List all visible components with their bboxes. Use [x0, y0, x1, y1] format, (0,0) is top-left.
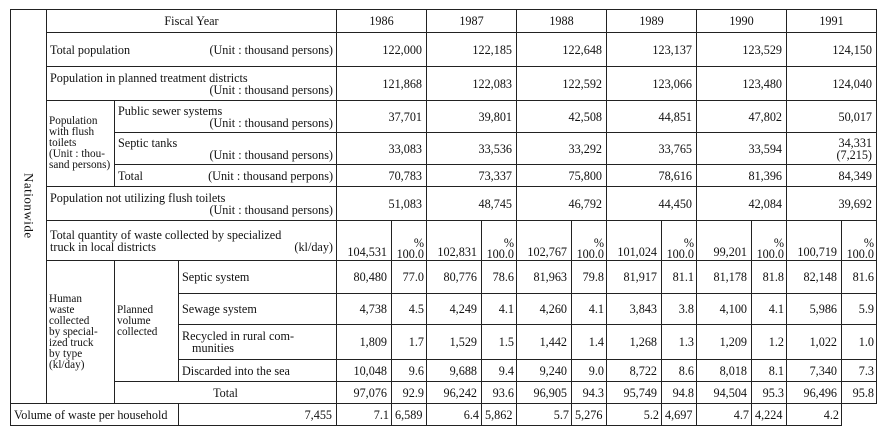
value-cell: 6,589 [392, 404, 427, 426]
percent-cell: 4.2 [787, 404, 842, 426]
value-cell: 7,340 [787, 360, 842, 382]
value-cell: 33,594 [697, 133, 787, 165]
row-label: Recycled in rural com- munities [179, 325, 337, 360]
value-cell: 39,692 [787, 187, 877, 221]
percent-cell: 7.1 [337, 404, 392, 426]
percent-cell: % 100.0 [392, 221, 427, 261]
percent-cell: % 100.0 [752, 221, 787, 261]
percent-cell: 4.1 [572, 294, 607, 325]
percent-cell: 1.0 [842, 325, 877, 360]
value-cell: 102,767 [517, 221, 572, 261]
value-cell: 4,249 [427, 294, 482, 325]
planned-volume-group-label: Planned volume collected [115, 261, 179, 382]
percent-cell: 94.8 [662, 382, 697, 404]
percent-cell: 5.2 [607, 404, 662, 426]
percent-cell: 9.4 [482, 360, 517, 382]
percent-cell: 4.5 [392, 294, 427, 325]
year-header: 1991 [787, 10, 877, 33]
value-cell: 95,749 [607, 382, 662, 404]
value-cell: 122,083 [427, 67, 517, 101]
percent-cell: 1.5 [482, 325, 517, 360]
percent-cell: 4.7 [697, 404, 752, 426]
percent-cell: 1.4 [572, 325, 607, 360]
value-cell: 99,201 [697, 221, 752, 261]
value-cell: 44,450 [607, 187, 697, 221]
value-cell: 94,504 [697, 382, 752, 404]
row-label: Total quantity of waste collected by specialized truck in local districts (kl/day) [47, 221, 337, 261]
value-cell: 122,185 [427, 33, 517, 67]
year-header: 1988 [517, 10, 607, 33]
value-cell: 39,801 [427, 101, 517, 133]
value-cell: 8,018 [697, 360, 752, 382]
value-cell: 34,331 (7,215) [787, 133, 877, 165]
percent-cell: 8.6 [662, 360, 697, 382]
percent-cell: 79.8 [572, 261, 607, 294]
percent-cell: 1.2 [752, 325, 787, 360]
value-cell: 84,349 [787, 165, 877, 187]
value-cell: 124,150 [787, 33, 877, 67]
value-cell: 4,100 [697, 294, 752, 325]
value-cell: 4,697 [662, 404, 697, 426]
value-cell: 96,242 [427, 382, 482, 404]
value-cell: 10,048 [337, 360, 392, 382]
value-cell: 4,738 [337, 294, 392, 325]
value-cell: 102,831 [427, 221, 482, 261]
row-label: Sewage system [179, 294, 337, 325]
percent-cell: 5.7 [517, 404, 572, 426]
percent-cell: 94.3 [572, 382, 607, 404]
percent-cell: 95.8 [842, 382, 877, 404]
waste-total-row [11, 382, 877, 404]
value-cell: 47,802 [697, 101, 787, 133]
percent-cell: 93.6 [482, 382, 517, 404]
value-cell: 4,224 [752, 404, 787, 426]
percent-cell: 7.3 [842, 360, 877, 382]
value-cell: 33,292 [517, 133, 607, 165]
value-cell: 33,083 [337, 133, 427, 165]
planned-population-row [11, 67, 877, 101]
row-label: Public sewer systems (Unit : thousand persons) [115, 101, 337, 133]
value-cell: 5,276 [572, 404, 607, 426]
value-cell: 46,792 [517, 187, 607, 221]
waste-statistics-table [10, 9, 877, 426]
value-cell: 123,529 [697, 33, 787, 67]
value-cell: 42,508 [517, 101, 607, 133]
value-cell: 33,765 [607, 133, 697, 165]
value-cell: 9,240 [517, 360, 572, 382]
value-cell: 51,083 [337, 187, 427, 221]
value-cell: 4,260 [517, 294, 572, 325]
percent-cell: 95.3 [752, 382, 787, 404]
value-cell: 96,905 [517, 382, 572, 404]
value-cell: 70,783 [337, 165, 427, 187]
row-label: Volume of waste per household [11, 404, 179, 426]
percent-cell: 77.0 [392, 261, 427, 294]
value-cell: 1,268 [607, 325, 662, 360]
septic-system-row [11, 261, 877, 294]
value-cell: 81,396 [697, 165, 787, 187]
percent-cell: 4.1 [752, 294, 787, 325]
percent-cell: 78.6 [482, 261, 517, 294]
percent-cell: 81.1 [662, 261, 697, 294]
value-cell: 37,701 [337, 101, 427, 133]
year-header: 1990 [697, 10, 787, 33]
not-flush-row [11, 187, 877, 221]
row-label: Total [115, 382, 337, 404]
value-cell: 101,024 [607, 221, 662, 261]
value-cell: 78,616 [607, 165, 697, 187]
value-cell: 48,745 [427, 187, 517, 221]
value-cell: 123,066 [607, 67, 697, 101]
percent-cell: 81.6 [842, 261, 877, 294]
septic-tanks-row [11, 133, 877, 165]
percent-cell: 9.0 [572, 360, 607, 382]
percent-cell: % 100.0 [662, 221, 697, 261]
percent-cell: 9.6 [392, 360, 427, 382]
value-cell: 7,455 [179, 404, 337, 426]
flush-toilets-group-label: Population with flush toilets (Unit : thou- sand persons) [47, 101, 115, 187]
value-cell: 122,648 [517, 33, 607, 67]
value-cell: 5,986 [787, 294, 842, 325]
value-cell: 100,719 [787, 221, 842, 261]
nationwide-side-label: Nationwide [11, 10, 47, 404]
value-cell: 82,148 [787, 261, 842, 294]
value-cell: 73,337 [427, 165, 517, 187]
value-cell: 33,536 [427, 133, 517, 165]
value-cell: 1,442 [517, 325, 572, 360]
value-cell: 121,868 [337, 67, 427, 101]
percent-cell: % 100.0 [572, 221, 607, 261]
row-label: Total population (Unit : thousand persons) [47, 33, 337, 67]
value-cell: 124,040 [787, 67, 877, 101]
value-cell: 3,843 [607, 294, 662, 325]
row-label: Population in planned treatment districts (Unit : thousand persons) [47, 67, 337, 101]
value-cell: 97,076 [337, 382, 392, 404]
value-cell: 122,592 [517, 67, 607, 101]
value-cell: 81,178 [697, 261, 752, 294]
percent-cell: 4.1 [482, 294, 517, 325]
value-cell: 96,496 [787, 382, 842, 404]
value-cell: 1,022 [787, 325, 842, 360]
percent-cell: % 100.0 [482, 221, 517, 261]
percent-cell: 1.3 [662, 325, 697, 360]
value-cell: 8,722 [607, 360, 662, 382]
row-label: Septic system [179, 261, 337, 294]
value-cell: 1,209 [697, 325, 752, 360]
value-cell: 50,017 [787, 101, 877, 133]
value-cell: 123,480 [697, 67, 787, 101]
percent-cell: % 100.0 [842, 221, 877, 261]
row-label: Total (Unit : thousand perpons) [115, 165, 337, 187]
total-waste-row [11, 221, 877, 261]
value-cell: 5,862 [482, 404, 517, 426]
value-cell: 123,137 [607, 33, 697, 67]
human-waste-group-label: Human waste collected by special- ized truck by type (kl/day) [47, 261, 115, 404]
year-header: 1989 [607, 10, 697, 33]
fiscal-year-header: Fiscal Year [47, 10, 337, 33]
row-label: Septic tanks (Unit : thousand persons) [115, 133, 337, 165]
percent-cell: 92.9 [392, 382, 427, 404]
percent-cell: 1.7 [392, 325, 427, 360]
row-label: Population not utilizing flush toilets (Unit : thousand persons) [47, 187, 337, 221]
value-cell: 1,809 [337, 325, 392, 360]
value-cell: 81,917 [607, 261, 662, 294]
percent-cell: 8.1 [752, 360, 787, 382]
value-cell: 81,963 [517, 261, 572, 294]
percent-cell: 6.4 [427, 404, 482, 426]
value-cell: 104,531 [337, 221, 392, 261]
per-household-row [11, 404, 877, 426]
total-population-row [11, 33, 877, 67]
year-header: 1986 [337, 10, 427, 33]
percent-cell: 81.8 [752, 261, 787, 294]
year-header: 1987 [427, 10, 517, 33]
percent-cell: 5.9 [842, 294, 877, 325]
row-label: Discarded into the sea [179, 360, 337, 382]
value-cell: 122,000 [337, 33, 427, 67]
value-cell: 9,688 [427, 360, 482, 382]
value-cell: 1,529 [427, 325, 482, 360]
value-cell: 42,084 [697, 187, 787, 221]
header-row [11, 10, 877, 33]
septic-tanks-1991-note: (7,215) [836, 147, 872, 162]
value-cell: 80,480 [337, 261, 392, 294]
value-cell: 44,851 [607, 101, 697, 133]
percent-cell: 3.8 [662, 294, 697, 325]
flush-total-row [11, 165, 877, 187]
public-sewer-row [11, 101, 877, 133]
value-cell: 75,800 [517, 165, 607, 187]
value-cell: 80,776 [427, 261, 482, 294]
